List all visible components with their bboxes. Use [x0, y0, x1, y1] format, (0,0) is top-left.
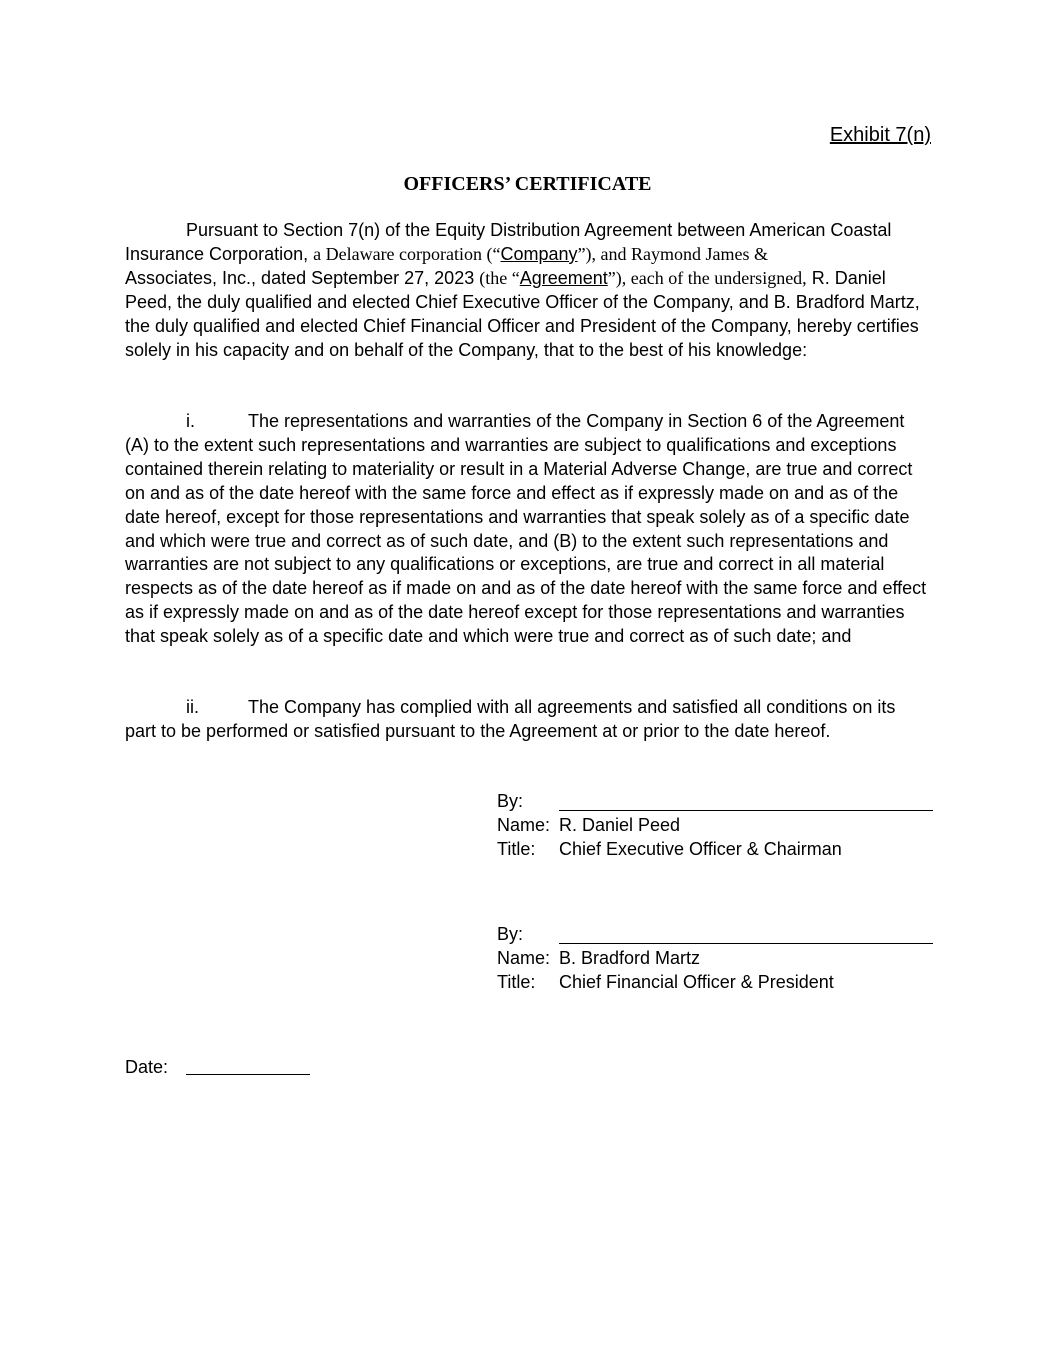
signer-title: Chief Executive Officer & Chairman — [559, 839, 842, 860]
item-number: ii. — [186, 697, 199, 717]
title-label: Title: — [497, 839, 536, 860]
list-item — [125, 696, 931, 744]
company-term: Company — [500, 243, 578, 264]
intro-text-g: R. Daniel Peed, the duly qualified and elected Chief Executive Officer of the Company, and B. Bradford Martz, the duly qualified and elected Chief Financial Officer and President of the Company, hereby certifies solely in his capacity and on behalf of the Company, that to the best of his knowledge: — [125, 267, 920, 360]
agreement-term: Agreement — [519, 267, 608, 288]
by-label: By: — [497, 791, 524, 812]
title-label: Title: — [497, 972, 536, 993]
by-label: By: — [497, 924, 524, 945]
signature-block-cfo — [497, 923, 933, 995]
signer-name: R. Daniel Peed — [559, 815, 681, 836]
signer-name: B. Bradford Martz — [559, 948, 701, 969]
date-label: Date: — [125, 1057, 169, 1077]
item-number: i. — [186, 411, 195, 431]
name-label: Name: — [497, 815, 551, 836]
document-title: OFFICERS’ CERTIFICATE — [403, 173, 652, 195]
date-field — [125, 1057, 310, 1078]
exhibit-label: Exhibit 7(n) — [829, 124, 931, 146]
signer-title: Chief Financial Officer & President — [559, 972, 834, 993]
date-line — [186, 1073, 310, 1075]
intro-text-d: Associates, Inc., dated September 27, 2023 — [125, 267, 480, 288]
signature-line — [559, 809, 933, 811]
intro-paragraph — [125, 219, 931, 362]
list-item — [125, 410, 931, 649]
signature-block-ceo — [497, 790, 933, 862]
intro-text-f: ”), each of the undersigned, — [607, 267, 807, 288]
item-text: The representations and warranties of the Company in Section 6 of the Agreement (A) to the extent such representations and warranties are subject to qualifications and exceptions contained therein relating to materiality or result in a Material Adverse Change, are true and correct on and as of the date hereof with the same force and effect as if expressly made on and as of the date hereof, except for those representations and warranties that speak solely as of a specific date and which were true and correct as of such date, and (B) to the extent such representations and warranties are not subject to any qualifications or exceptions, are true and correct in all material respects as of the date hereof as if made on and as of the date hereof with the same force and effect as if expressly made on and as of the date hereof except for those representations and warranties that speak solely as of a specific date and which were true and correct as of such date; and — [125, 411, 927, 647]
item-text: The Company has complied with all agreements and satisfied all conditions on its part to be performed or satisfied pursuant to the Agreement at or prior to the date hereof. — [125, 697, 896, 741]
intro-text-c: ”), and Raymond James & — [577, 243, 769, 264]
name-label: Name: — [497, 948, 551, 969]
intro-text-b: a Delaware corporation (“ — [313, 243, 501, 264]
signature-line — [559, 942, 933, 944]
intro-text-e: (the “ — [479, 267, 520, 288]
intro-text-a: Pursuant to Section 7(n) of the Equity Distribution Agreement between American Coastal Insurance Corporation, — [125, 220, 892, 264]
